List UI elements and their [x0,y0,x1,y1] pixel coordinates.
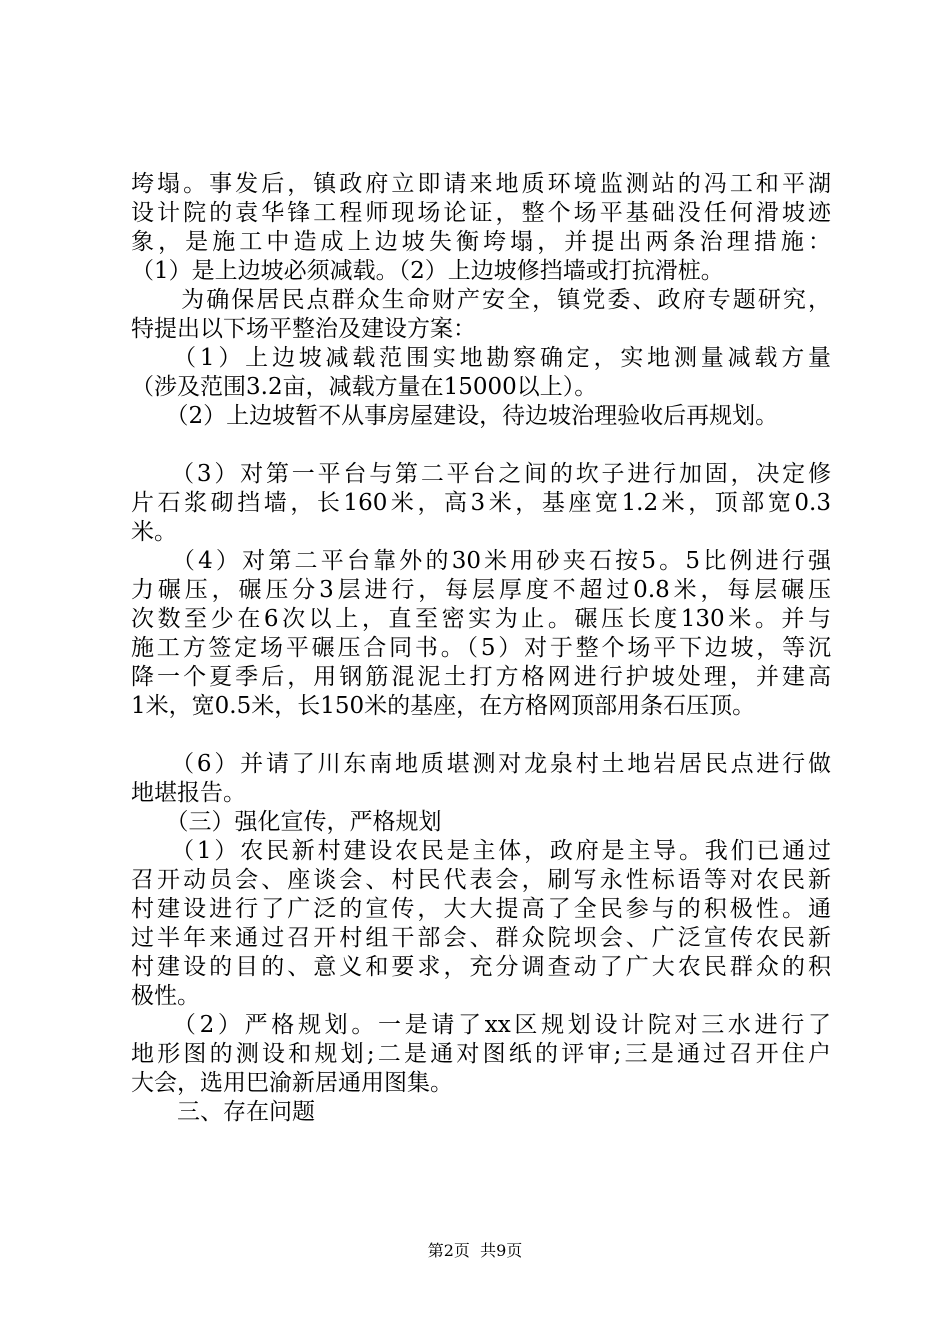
text-line: 米。 [131,519,177,545]
text-line: 象，是施工中造成上边坡失衡垮塌，并提出两条治理措施： [131,229,831,255]
text-line: （1）是上边坡必须减载。（2）上边坡修挡墙或打抗滑桩。 [131,258,724,284]
text-line: 片石浆砌挡墙，长160米，高3米，基座宽1.2米，顶部宽0.3 [131,490,831,516]
text-line: （2）严格规划。一是请了xx区规划设计院对三水进行了 [131,1012,831,1038]
text-line: 地形图的测设和规划;二是通对图纸的评审;三是通过召开住户 [131,1041,831,1067]
page-number: 第2页 共9页 [427,1241,523,1260]
section-heading: 三、存在问题 [131,1099,315,1125]
text-line: 设计院的袁华锋工程师现场论证，整个场平基础没任何滑坡迹 [131,200,831,226]
text-line: 次数至少在6次以上，直至密实为止。碾压长度130米。并与 [131,606,831,632]
text-line: 地堪报告。 [131,780,246,806]
text-line: 施工方签定场平碾压合同书。（5）对于整个场平下边坡，等沉 [131,635,831,661]
paragraph-gap [131,431,831,460]
text-line: 过半年来通过召开村组干部会、群众院坝会、广泛宣传农民新 [131,925,831,951]
text-line: 村建设进行了广泛的宣传，大大提高了全民参与的积极性。通 [131,896,831,922]
text-line: （涉及范围3.2亩，减载方量在15000以上）。 [131,374,598,400]
text-line: 1米，宽0.5米，长150米的基座，在方格网顶部用条石压顶。 [131,693,756,719]
page-footer [0,1240,950,1262]
text-line: 降一个夏季后，用钢筋混泥土打方格网进行护坡处理，并建高 [131,664,831,690]
text-line: 特提出以下场平整治及建设方案： [131,316,476,342]
text-line: 力碾压，碾压分3层进行，每层厚度不超过0.8米，每层碾压 [131,577,831,603]
paragraph-gap [131,721,831,750]
body-text [131,170,831,1127]
text-line: （1）上边坡减载范围实地勘察确定，实地测量减载方量 [131,345,831,371]
text-line: 大会，选用巴渝新居通用图集。 [131,1070,453,1096]
section-heading: （三）强化宣传，严格规划 [131,809,442,835]
text-line: （4）对第二平台靠外的30米用砂夹石按5。5比例进行强 [131,548,831,574]
text-line: （1）农民新村建设农民是主体，政府是主导。我们已通过 [131,838,831,864]
text-line: （2）上边坡暂不从事房屋建设，待边坡治理验收后再规划。 [131,403,779,429]
text-line: （6）并请了川东南地质堪测对龙泉村土地岩居民点进行做 [131,751,831,777]
text-line: 村建设的目的、意义和要求，充分调查动了广大农民群众的积 [131,954,831,980]
text-line: 极性。 [131,983,200,1009]
text-line: 垮塌。事发后，镇政府立即请来地质环境监测站的冯工和平湖 [131,171,831,197]
text-line: 召开动员会、座谈会、村民代表会，刷写永性标语等对农民新 [131,867,831,893]
text-line: （3）对第一平台与第二平台之间的坎子进行加固，决定修 [131,461,831,487]
text-line: 为确保居民点群众生命财产安全，镇党委、政府专题研究， [131,287,831,313]
